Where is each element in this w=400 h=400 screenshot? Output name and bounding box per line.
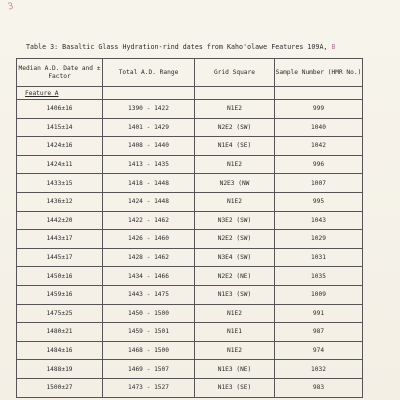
- grid-square-cell: N1E3 (NE): [195, 360, 275, 379]
- sample-number-cell: 983: [275, 378, 363, 397]
- table-row: [17, 378, 363, 397]
- table-title-handwritten-letter: B: [331, 43, 336, 51]
- grid-square-cell: N1E1: [195, 323, 275, 342]
- hydration-dates-table: [16, 58, 363, 398]
- median-date-cell: 1500±27: [17, 378, 103, 397]
- table-row: [17, 267, 363, 286]
- sample-number-cell: 1042: [275, 137, 363, 156]
- total-range-cell: 1418 - 1448: [103, 174, 195, 193]
- grid-square-cell: N1E2: [195, 341, 275, 360]
- sample-number-cell: 1031: [275, 248, 363, 267]
- table-row: [17, 192, 363, 211]
- table-row: [17, 174, 363, 193]
- table-title-text: Table 3: Basaltic Glass Hydration-rind dates from Kaho'olawe Features 109A,: [26, 43, 328, 51]
- total-range-cell: 1422 - 1462: [103, 211, 195, 230]
- grid-square-cell: N1E3 (SE): [195, 378, 275, 397]
- table-row: [17, 155, 363, 174]
- grid-square-cell: N3E4 (SW): [195, 248, 275, 267]
- median-date-cell: 1406±16: [17, 100, 103, 119]
- total-range-cell: 1401 - 1429: [103, 118, 195, 137]
- table-row: [17, 341, 363, 360]
- table-row: [17, 137, 363, 156]
- total-range-cell: 1390 - 1422: [103, 100, 195, 119]
- table-row: [17, 285, 363, 304]
- sample-number-cell: 1040: [275, 118, 363, 137]
- total-range-cell: 1469 - 1507: [103, 360, 195, 379]
- total-range-cell: 1459 - 1501: [103, 323, 195, 342]
- total-range-cell: 1443 - 1475: [103, 285, 195, 304]
- total-range-cell: 1426 - 1460: [103, 230, 195, 249]
- median-date-cell: 1475±25: [17, 304, 103, 323]
- sample-number-cell: 987: [275, 323, 363, 342]
- header-sample-number: Sample Number (HMR No.): [275, 59, 363, 87]
- table-row: [17, 100, 363, 119]
- median-date-cell: 1424±11: [17, 155, 103, 174]
- header-total-range: Total A.D. Range: [103, 59, 195, 87]
- grid-square-cell: N1E3 (SW): [195, 285, 275, 304]
- grid-square-cell: N3E2 (SW): [195, 211, 275, 230]
- grid-square-cell: N1E4 (SE): [195, 137, 275, 156]
- median-date-cell: 1433±15: [17, 174, 103, 193]
- median-date-cell: 1442±20: [17, 211, 103, 230]
- table-title: [26, 43, 386, 51]
- median-date-cell: 1436±12: [17, 192, 103, 211]
- median-date-cell: 1450±16: [17, 267, 103, 286]
- table-row: [17, 211, 363, 230]
- sample-number-cell: 1009: [275, 285, 363, 304]
- table-body: [17, 87, 363, 398]
- median-date-cell: 1415±14: [17, 118, 103, 137]
- sample-number-cell: 991: [275, 304, 363, 323]
- sample-number-cell: 995: [275, 192, 363, 211]
- total-range-cell: 1450 - 1500: [103, 304, 195, 323]
- grid-square-cell: N2E2 (SW): [195, 230, 275, 249]
- section-label: Feature A: [17, 87, 103, 100]
- sample-number-cell: 1043: [275, 211, 363, 230]
- corner-pencil-mark: 3: [7, 1, 15, 13]
- total-range-cell: 1468 - 1500: [103, 341, 195, 360]
- sample-number-cell: 996: [275, 155, 363, 174]
- median-date-cell: 1480±21: [17, 323, 103, 342]
- total-range-cell: 1424 - 1448: [103, 192, 195, 211]
- grid-square-cell: N1E2: [195, 192, 275, 211]
- table-row: [17, 304, 363, 323]
- median-date-cell: 1424±16: [17, 137, 103, 156]
- sample-number-cell: 999: [275, 100, 363, 119]
- total-range-cell: 1408 - 1440: [103, 137, 195, 156]
- table-row: [17, 248, 363, 267]
- grid-square-cell: N1E2: [195, 304, 275, 323]
- sample-number-cell: 974: [275, 341, 363, 360]
- table-row: [17, 230, 363, 249]
- median-date-cell: 1484±16: [17, 341, 103, 360]
- table-row: [17, 118, 363, 137]
- total-range-cell: 1434 - 1466: [103, 267, 195, 286]
- header-grid-square: Grid Square: [195, 59, 275, 87]
- section-row: [17, 87, 363, 100]
- grid-square-cell: N2E2 (SW): [195, 118, 275, 137]
- grid-square-cell: N1E2: [195, 100, 275, 119]
- table-row: [17, 360, 363, 379]
- header-median-date: Median A.D. Date and ± Factor: [17, 59, 103, 87]
- total-range-cell: 1413 - 1435: [103, 155, 195, 174]
- median-date-cell: 1445±17: [17, 248, 103, 267]
- sample-number-cell: 1035: [275, 267, 363, 286]
- grid-square-cell: N2E2 (NE): [195, 267, 275, 286]
- sample-number-cell: 1032: [275, 360, 363, 379]
- total-range-cell: 1473 - 1527: [103, 378, 195, 397]
- total-range-cell: 1428 - 1462: [103, 248, 195, 267]
- median-date-cell: 1443±17: [17, 230, 103, 249]
- median-date-cell: 1459±16: [17, 285, 103, 304]
- grid-square-cell: N1E2: [195, 155, 275, 174]
- median-date-cell: 1488±19: [17, 360, 103, 379]
- sample-number-cell: 1007: [275, 174, 363, 193]
- table-header-row: [17, 59, 363, 87]
- sample-number-cell: 1029: [275, 230, 363, 249]
- grid-square-cell: N2E3 (NW: [195, 174, 275, 193]
- table-row: [17, 323, 363, 342]
